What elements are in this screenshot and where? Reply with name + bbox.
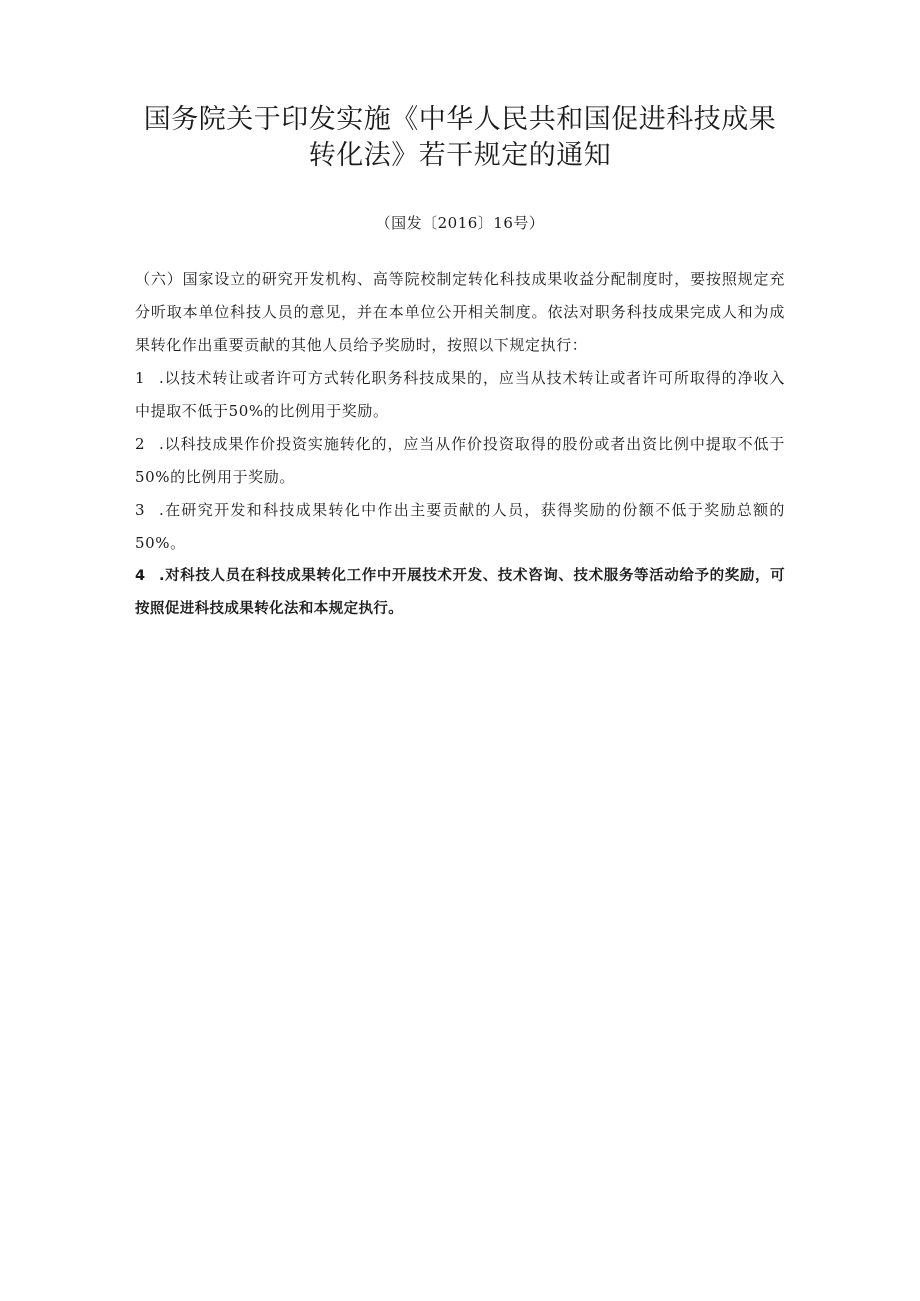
- list-item-4: [135, 560, 785, 626]
- title-line-2: 转化法》若干规定的通知: [308, 140, 612, 171]
- list-item-text: .对科技人员在科技成果转化工作中开展技术开发、技术咨询、技术服务等活动给予的奖励，可按照促进科技成果转化法和本规定执行。: [135, 568, 785, 617]
- list-item-text: .以科技成果作价投资实施转化的，应当从作价投资取得的股份或者出资比例中提取不低于50%的比例用于奖励。: [135, 435, 785, 486]
- document-number: （国发〔2016〕16号）: [375, 214, 545, 232]
- intro-paragraph: （六）国家设立的研究开发机构、高等院校制定转化科技成果收益分配制度时，要按照规定充分听取本单位科技人员的意见，并在本单位公开相关制度。依法对职务科技成果完成人和为成果转化作出重要贡献的其他人员给予奖励时，按照以下规定执行：: [135, 270, 785, 354]
- list-item-1: [135, 362, 785, 428]
- document-body: [135, 263, 785, 626]
- list-item-number: 2: [135, 435, 146, 453]
- list-item-number: 3: [135, 501, 146, 519]
- list-item-text: .以技术转让或者许可方式转化职务科技成果的，应当从技术转让或者许可所取得的净收入中提取不低于50%的比例用于奖励。: [135, 369, 785, 420]
- list-item-number: 4: [135, 568, 146, 584]
- list-item-text: .在研究开发和科技成果转化中作出主要贡献的人员，获得奖励的份额不低于奖励总额的50%。: [135, 501, 785, 552]
- list-item-2: [135, 428, 785, 494]
- list-item-3: [135, 494, 785, 560]
- list-item-number: 1: [135, 369, 146, 387]
- document-title: [0, 102, 920, 174]
- title-line-1: 国务院关于印发实施《中华人民共和国促进科技成果: [143, 104, 777, 135]
